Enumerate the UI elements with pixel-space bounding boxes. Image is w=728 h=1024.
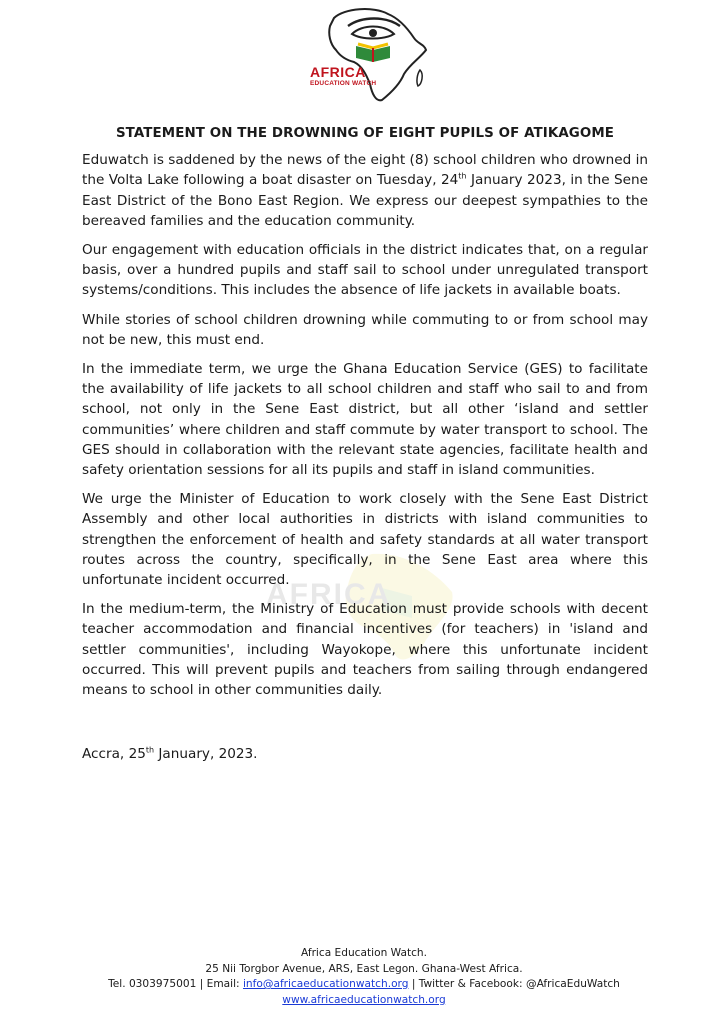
website-link[interactable]: www.africaeducationwatch.org <box>282 993 446 1006</box>
email-link[interactable]: info@africaeducationwatch.org <box>242 978 409 990</box>
footer <box>0 946 728 1008</box>
footer-contact-line <box>0 977 728 993</box>
paragraph-3: While stories of school children drowning while commuting to or from school may not be new, this must end. <box>82 311 648 348</box>
footer-tel: Tel. 0303975001 | Email: <box>108 978 243 990</box>
signoff-text-b: January, 2023. <box>154 746 258 763</box>
footer-org-name: Africa Education Watch. <box>300 947 428 959</box>
footer-social: | Twitter & Facebook: @AfricaEduWatch <box>408 978 620 990</box>
signoff-text-a: Accra, 25 <box>82 746 146 763</box>
paragraph-6: In the medium-term, the Ministry of Education must provide schools with decent teacher accommodation and financial incentives (for teachers) in 'island and settler communities', including Wayokope, where this unfortunate incident occurred. This will prevent pupils and teachers from sailing through endangered means to school in other communities daily. <box>82 601 648 699</box>
logo-tagline: EDUCATION WATCH <box>310 80 377 87</box>
paragraph-1-text-b: January 2023, in the Sene East District of the Bono East Region. We express our deepest sympathies to the bereaved families and the education community. <box>82 172 648 229</box>
logo-wordmark: AFRICA <box>310 64 366 80</box>
africa-map-emblem-icon <box>296 4 436 104</box>
paragraph-5: We urge the Minister of Education to work closely with the Sene East District Assembly and other local authorities in districts with island communities to strengthen the enforcement of health and safety standards at all water transport routes across the country, specifically, in the Sene East area where this unfortunate incident occurred. <box>82 491 648 589</box>
date-signoff <box>82 744 648 764</box>
footer-address: 25 Nii Torgbor Avenue, ARS, East Legon. Ghana-West Africa. <box>205 962 523 975</box>
statement-title: STATEMENT ON THE DROWNING OF EIGHT PUPILS OF ATIKAGOME <box>115 126 615 141</box>
watermark-text: AFRICA <box>266 578 392 611</box>
paragraph-2: Our engagement with education officials in the district indicates that, on a regular basis, over a hundred pupils and staff sail to school under unregulated transport systems/conditions. This includes the absence of life jackets in available boats. <box>82 242 648 299</box>
africa-education-watch-logo <box>296 4 436 104</box>
paragraph-1-text-a: Eduwatch is saddened by the news of the eight (8) school children who drowned in the Volta Lake following a boat disaster on Tuesday, 24 <box>82 152 648 189</box>
statement-body <box>82 124 648 764</box>
signoff-ordinal-suffix: th <box>145 745 155 755</box>
paragraph-1 <box>82 150 648 231</box>
ordinal-suffix: th <box>458 171 467 181</box>
paragraph-4: In the immediate term, we urge the Ghana Education Service (GES) to facilitate the availability of life jackets to all school children and staff who sail to and from school, not only in the Sene East district, but all other ‘island and settler communities’ where children and staff commute by water transport to school. The GES should in collaboration with the relevant state agencies, facilitate health and safety orientation sessions for all its pupils and staff in island communities. <box>82 361 648 479</box>
